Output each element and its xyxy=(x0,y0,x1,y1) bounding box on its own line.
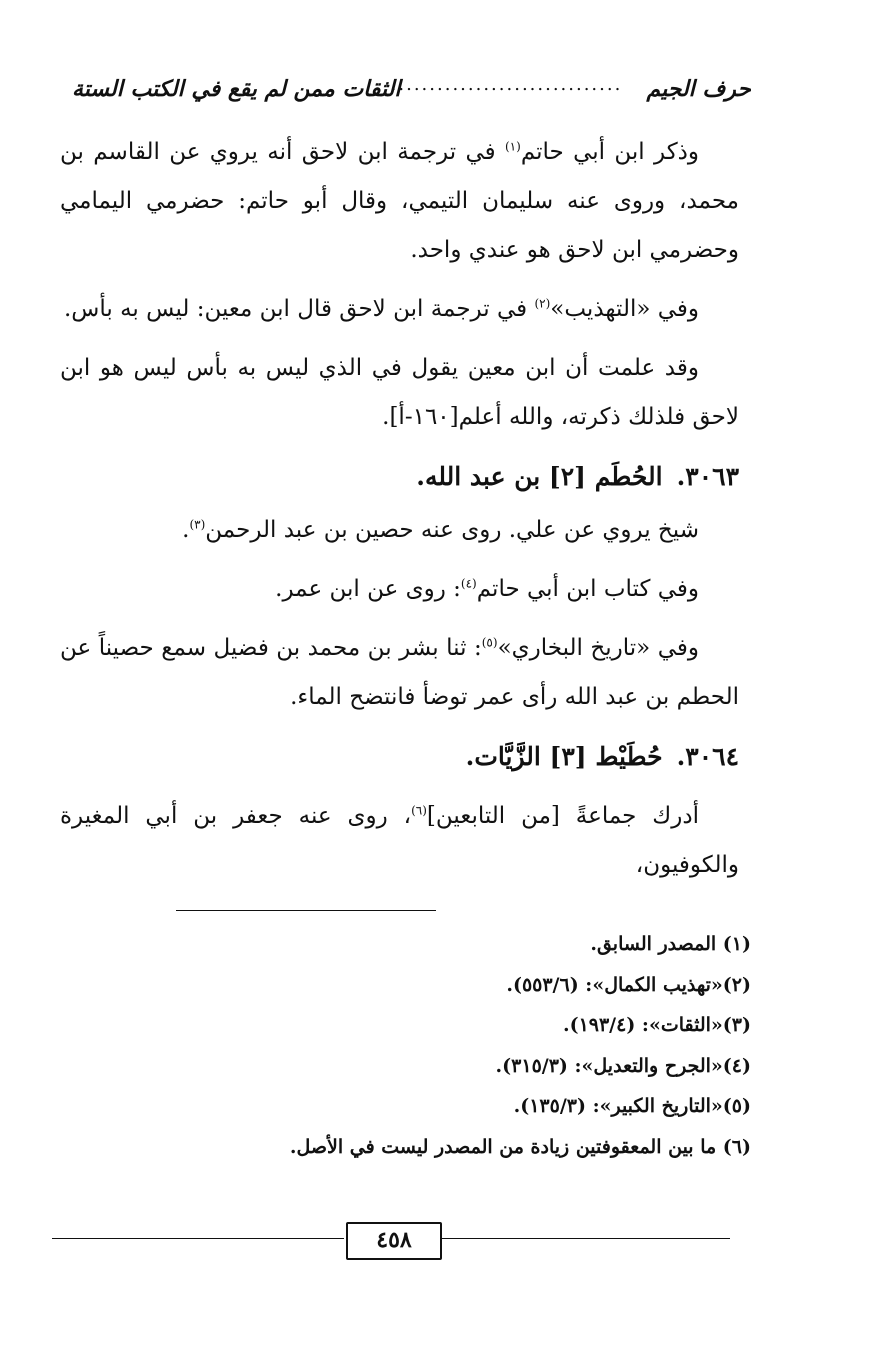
page-number: ٤٥٨ xyxy=(346,1222,442,1260)
entry-number: ٣٠٦٤. xyxy=(676,742,739,771)
footnote-4: (٤)«الجرح والتعديل»: (٣١٥/٣). xyxy=(495,1054,751,1077)
header-chapter: حرف الجيم xyxy=(646,76,751,102)
entry-name: حُطَيْط [٣] الزَّيَّات. xyxy=(465,742,663,771)
paragraph-7: أدرك جماعةً [من التابعين]$^{(٦)}$، روى عنه جعفر بن أبي المغيرة والكوفيون، xyxy=(60,803,739,878)
entry-heading-3063 xyxy=(60,452,739,502)
entry-number: ٣٠٦٣. xyxy=(676,462,739,491)
footnote-separator xyxy=(176,910,436,911)
footnote-5: (٥)«التاريخ الكبير»: (١٣٥/٣). xyxy=(513,1095,751,1117)
footnote-ref-6[interactable]: (٦) xyxy=(411,803,427,818)
paragraph-4: شيخ يروي عن علي. روى عنه حصين بن عبد الرحمن$^{(٣)}$. xyxy=(182,517,699,543)
paragraph-2: وفي «التهذيب»$^{(٢)}$ في ترجمة ابن لاحق قال ابن معين: ليس به بأس. xyxy=(63,296,699,322)
main-text xyxy=(60,128,739,890)
paragraph-5: وفي كتاب ابن أبي حاتم$^{(٤)}$: روى عن ابن عمر. xyxy=(275,576,699,602)
footnote-2: (٢)«تهذيب الكمال»: (٥٥٣/٦). xyxy=(506,973,751,996)
footnote-ref-5[interactable]: (٥) xyxy=(481,635,498,650)
paragraph-3: وقد علمت أن ابن معين يقول في الذي ليس به بأس ليس هو ابن لاحق فلذلك ذكرته، والله أعلم[١٦٠-أ]. xyxy=(60,355,739,430)
header-book-title: الثقات ممن لم يقع في الكتب الستة xyxy=(72,76,401,102)
footnote-ref-1[interactable]: (١) xyxy=(504,139,521,154)
footer-rule-left xyxy=(52,1238,344,1239)
footer-rule-right xyxy=(440,1238,730,1239)
footnote-1: (١) المصدر السابق. xyxy=(590,933,751,955)
entry-name: الحُطَم [٢] بن عبد الله. xyxy=(416,462,663,491)
running-header xyxy=(72,70,751,110)
footnote-ref-4[interactable]: (٤) xyxy=(460,576,477,591)
footnotes xyxy=(60,924,751,1167)
paragraph-1: وذكر ابن أبي حاتم$^{(١)}$ في ترجمة ابن لاحق أنه يروي عن القاسم بن محمد، وروى عنه سليمان التيمي، وقال أبو حاتم: حضرمي اليمامي وحضرمي ابن لاحق هو عندي واحد. xyxy=(60,139,739,263)
footnote-3: (٣)«الثقات»: (١٩٣/٤). xyxy=(562,1014,751,1036)
footnote-6: (٦) ما بين المعقوفتين زيادة من المصدر ليست في الأصل. xyxy=(289,1135,751,1158)
entry-heading-3064 xyxy=(60,732,739,782)
footnote-ref-2[interactable]: (٢) xyxy=(534,296,551,311)
paragraph-6: وفي «تاريخ البخاري»$^{(٥)}$: ثنا بشر بن محمد بن فضيل سمع حصيناً عن الحطم بن عبد الله رأى عمر توضأ فانتضح الماء. xyxy=(60,635,739,710)
footnote-ref-3[interactable]: (٣) xyxy=(189,517,206,532)
header-dots: .............................. xyxy=(390,74,623,95)
